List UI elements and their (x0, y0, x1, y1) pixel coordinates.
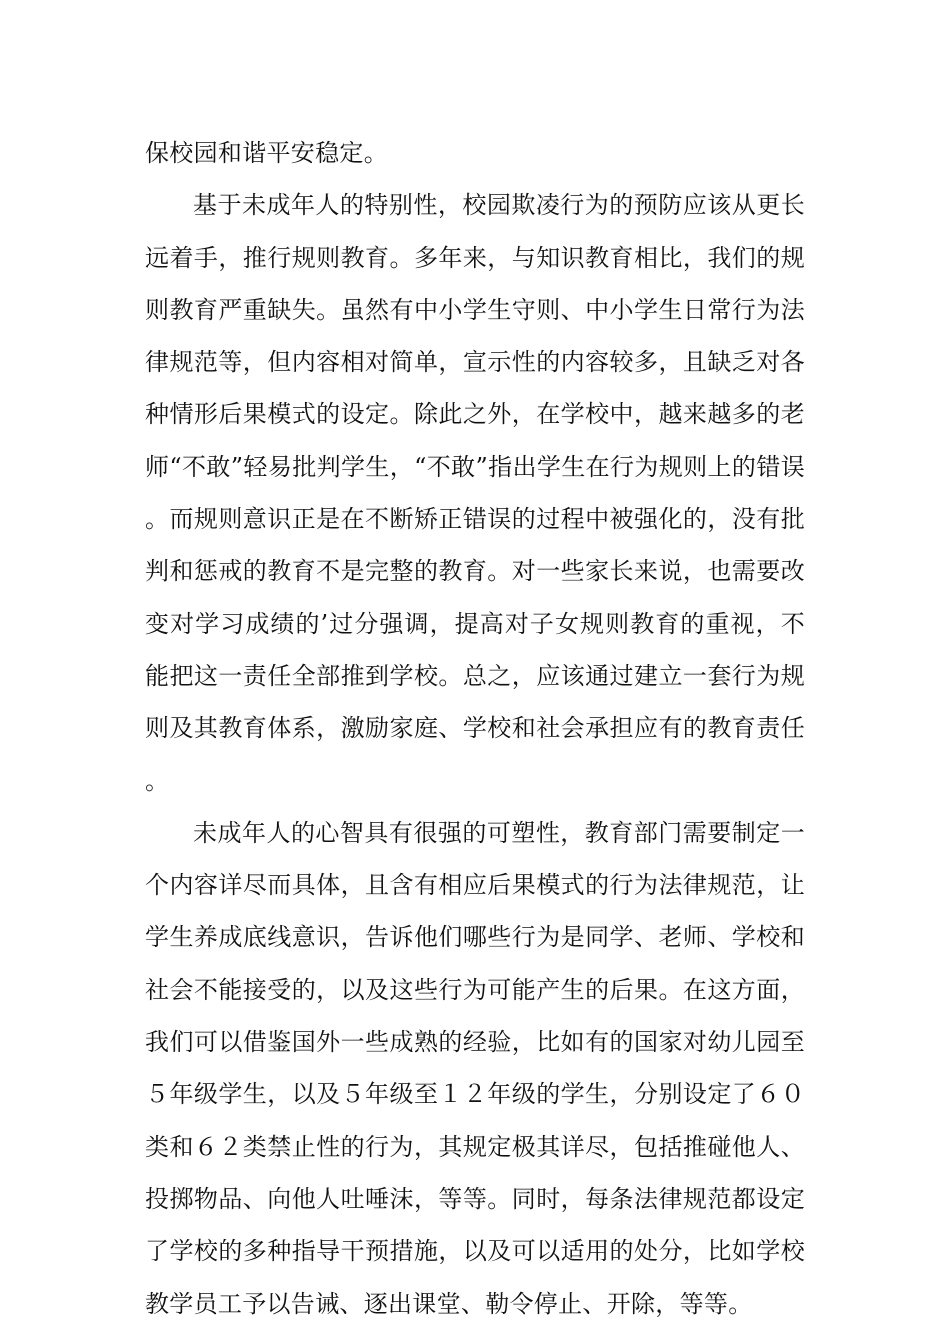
paragraph-2: 基于未成年人的特别性，校园欺凌行为的预防应该从更长远着手，推行规则教育。多年来，与知识教育相比，我们的规则教育严重缺失。虽然有中小学生守则、中小学生日常行为法律规范等，但内容相对简单，宣示性的内容较多，且缺乏对各种情形后果模式的设定。除此之外，在学校中，越来越多的老师“不敢”轻易批判学生，“不敢”指出学生在行为规则上的错误。而规则意识正是在不断矫正错误的过程中被强化的，没有批判和惩戒的教育不是完整的教育。对一些家长来说，也需要改变对学习成绩的’过分强调，提高对子女规则教育的重视，不能把这一责任全部推到学校。总之，应该通过建立一套行为规则及其教育体系，激励家庭、学校和社会承担应有的教育责任。 (145, 191, 805, 795)
document-body (145, 127, 805, 1330)
paragraph-3: 未成年人的心智具有很强的可塑性，教育部门需要制定一个内容详尽而具体，且含有相应后果模式的行为法律规范，让学生养成底线意识，告诉他们哪些行为是同学、老师、学校和社会不能接受的，以及这些行为可能产生的后果。在这方面，我们可以借鉴国外一些成熟的经验，比如有的国家对幼儿园至５年级学生，以及５年级至１２年级的学生，分别设定了６０类和６２类禁止性的行为，其规定极其详尽，包括推碰他人、投掷物品、向他人吐唾沫，等等。同时，每条法律规范都设定了学校的多种指导干预措施，以及可以适用的处分，比如学校教学员工予以告诫、逐出课堂、勒令停止、开除，等等。 (145, 818, 805, 1318)
paragraph-1: 保校园和谐平安稳定。 (145, 139, 388, 167)
